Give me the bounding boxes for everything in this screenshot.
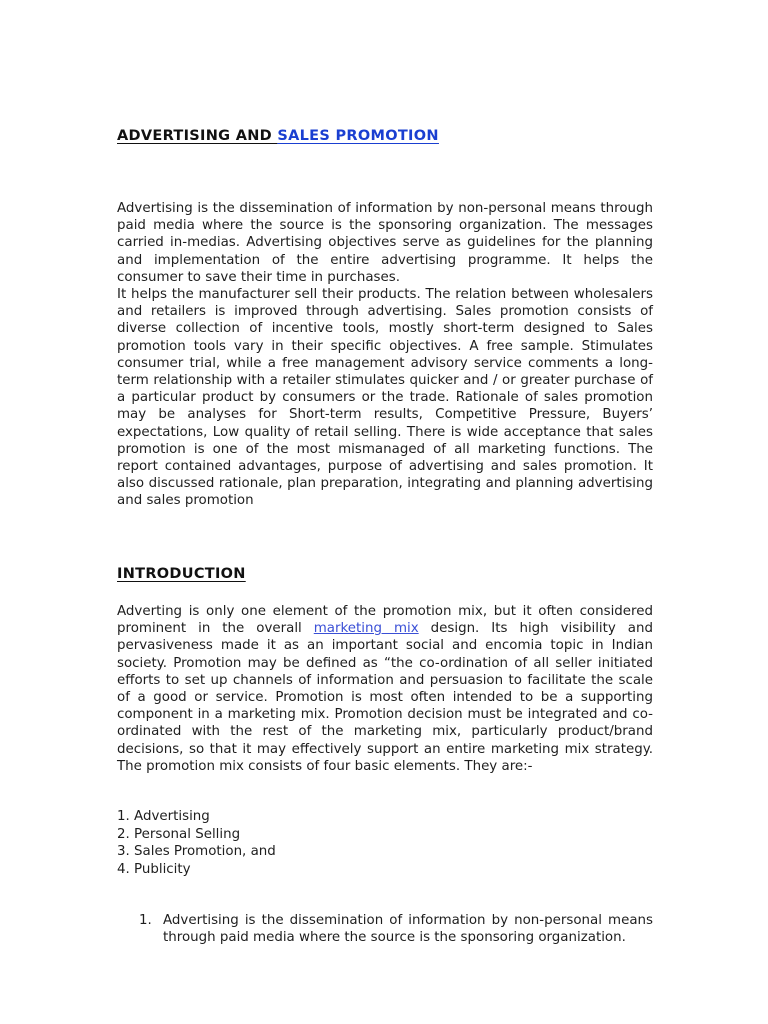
marketing-mix-link[interactable]: marketing mix <box>313 621 419 637</box>
abstract-paragraph-1: Advertising is the dissemination of information by non-personal means through paid media where the source is the sponsoring organization. The messages carried in-medias. Advertising objectives serve as guidelines for the planning and implementation of the entire advertising programme. It helps the consumer to save their time in purchases. <box>117 201 653 285</box>
page-title <box>117 128 439 144</box>
intro-text-start: Adverting is only one element of the promotion mix, but it often considered prominent in the overall <box>117 604 653 637</box>
list-item: 2. Personal Selling <box>117 826 241 842</box>
sales-promotion-link[interactable]: SALES PROMOTION <box>277 128 439 144</box>
numbered-list-item <box>117 912 653 946</box>
list-item: 3. Sales Promotion, and <box>117 844 276 860</box>
numbered-list <box>117 912 653 946</box>
introduction-heading: INTRODUCTION <box>117 566 246 582</box>
abstract-paragraph-2: It helps the manufacturer sell their products. The relation between wholesalers and retailers is improved through advertising. Sales promotion consists of diverse collection of incentive tools, mostly short-term designed to Sales promotion tools vary in their specific objectives. A free sample. Stimulates consumer trial, while a free management advisory service comments a long-term relationship with a retailer stimulates quicker and / or greater purchase of a particular product by consumers or the trade. Rationale of sales promotion may be analyses for Short-term results, Competitive Pressure, Buyers’ expectations, Low quality of retail selling. There is wide acceptance that sales promotion is one of the most mismanaged of all marketing functions. The report contained advantages, purpose of advertising and sales promotion. It also discussed rationale, plan preparation, integrating and planning advertising and sales promotion <box>117 287 653 509</box>
numbered-item-text: Advertising is the dissemination of information by non-personal means through paid media where the source is the sponsoring organization. <box>163 913 653 946</box>
introduction-paragraph <box>117 603 653 775</box>
promotion-elements-list <box>117 808 276 878</box>
title-text: ADVERTISING AND <box>117 128 278 144</box>
list-item: 4. Publicity <box>117 861 191 877</box>
intro-text-end: design. Its high visibility and pervasiveness made it as an important social and encomia topic in Indian society. Promotion may be defined as “the co-ordination of all seller initiated efforts to set up channels of information and persuasion to facilitate the scale of a good or service. Promotion is most often intended to be a supporting component in a marketing mix. Promotion decision must be integrated and co-ordinated with the rest of the marketing mix, particularly product/brand decisions, so that it may effectively support an entire marketing mix strategy. The promotion mix consists of four basic elements. They are:- <box>117 621 653 774</box>
list-number: 1. <box>139 913 152 928</box>
list-item: 1. Advertising <box>117 809 210 824</box>
